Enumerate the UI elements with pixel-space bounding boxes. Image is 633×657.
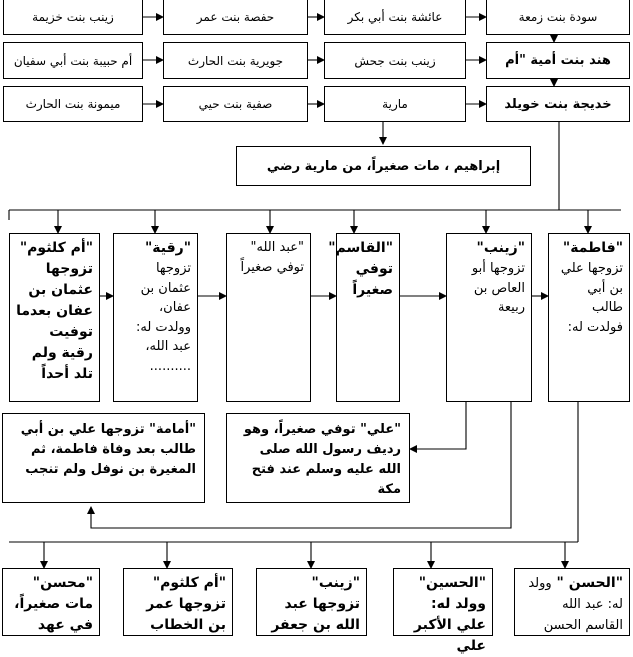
- child-zainab: [446, 233, 532, 402]
- wife-label: حفصة بنت عمر: [196, 9, 275, 24]
- wife-label: ميمونة بنت الحارث: [25, 97, 121, 111]
- grandchild-zainab: [256, 568, 367, 636]
- wife-juwayriya: [163, 42, 308, 79]
- grandchild-umama: [2, 413, 205, 503]
- wife-label: زينب بنت خزيمة: [32, 9, 114, 24]
- child-name: "رقية": [144, 240, 191, 256]
- wife-label: مارية: [382, 97, 408, 111]
- grandchild-hasan: [514, 568, 630, 636]
- child-abdullah: [226, 233, 311, 402]
- wife-label: زينب بنت جحش: [354, 53, 436, 68]
- wife-maymuna: [3, 86, 143, 122]
- wife-umm-habiba: [3, 42, 143, 79]
- child-fatima: [548, 233, 630, 402]
- child-description: تزوجها علي بن أبي طالب فولدت له:: [560, 261, 623, 335]
- wife-label: سودة بنت زمعة: [518, 9, 598, 24]
- child-description: تزوجها عثمان بن عفان بعدما توفيت رقية ولم تلد أحداً: [16, 261, 93, 382]
- grandchild-muhsin: [2, 568, 100, 636]
- wife-aisha: [324, 0, 466, 35]
- wife-zainab-khuzayma: [3, 0, 143, 35]
- grandchild-description: تزوجها علي بن أبي طالب بعد وفاة فاطمة، ثم المغيرة بن نوفل ولم تنجب: [20, 422, 196, 478]
- wife-maria: [324, 86, 466, 122]
- grandchild-name: "محسن": [32, 575, 93, 591]
- wife-label: جويرية بنت الحارث: [187, 53, 284, 68]
- wife-label: صفية بنت حيي: [198, 97, 273, 111]
- grandchild-husayn: [393, 568, 493, 654]
- grandchild-name: "زينب": [311, 575, 360, 591]
- child-name: "أم كلثوم": [19, 240, 93, 256]
- wife-label: عائشة بنت أبي بكر: [347, 9, 443, 24]
- wife-label: هند بنت أمية "أم: [505, 53, 611, 68]
- wife-sawda: [486, 0, 630, 35]
- wife-hind: [486, 42, 630, 79]
- grandchild-description: وولد له: علي الأكبر علي: [413, 596, 486, 654]
- child-name: "عبد الله": [250, 240, 304, 255]
- grandchild-description: تزوجها عبد الله بن جعفر: [271, 596, 360, 633]
- grandchild-description: وولد له: عبد الله القاسم الحسن: [528, 576, 623, 633]
- child-ibrahim: [236, 146, 531, 186]
- ibrahim-label: إبراهيم ، مات صغيراً، من مارية رضي: [266, 158, 501, 174]
- wife-khadija: [486, 86, 630, 122]
- grandchild-name: "أم كلثوم": [152, 575, 226, 591]
- wife-hafsa: [163, 0, 308, 35]
- child-name: "زينب": [476, 240, 525, 256]
- child-description: تزوجها عثمان بن عفان، وولدت له: عبد الله، ..........: [135, 261, 191, 374]
- wife-zainab-jahsh: [324, 42, 466, 79]
- grandchild-name: "علي": [360, 422, 401, 437]
- grandchild-name: "الحسن ": [556, 575, 623, 591]
- wife-label: أم حبيبة بنت أبي سفيان: [13, 53, 133, 68]
- grandchild-description: مات صغيراً، في عهد: [14, 596, 93, 633]
- child-name: "القاسم": [328, 240, 393, 256]
- child-description: توفي صغيراً: [352, 261, 393, 298]
- child-description: تزوجها أبو العاص بن ربيعة: [471, 261, 525, 315]
- wife-label: خديجة بنت خويلد: [504, 96, 612, 112]
- grandchild-name: "أمامة": [149, 422, 196, 437]
- wife-safiyya: [163, 86, 308, 122]
- child-umm-kulthum: [9, 233, 100, 402]
- grandchild-description: تزوجها عمر بن الخطاب: [146, 596, 226, 633]
- child-qasim: [328, 233, 400, 402]
- grandchild-description: توفي صغيراً، وهو رديف رسول الله صلى الله عليه وسلم عند فتح مكة: [243, 422, 401, 498]
- grandchild-umm-kulthum: [123, 568, 233, 636]
- child-name: "فاطمة": [562, 240, 623, 256]
- grandchild-ali: [226, 413, 410, 503]
- grandchild-name: "الحسين": [418, 575, 486, 591]
- child-description: توفي صغيراً: [240, 259, 304, 275]
- child-ruqayya: [113, 233, 198, 402]
